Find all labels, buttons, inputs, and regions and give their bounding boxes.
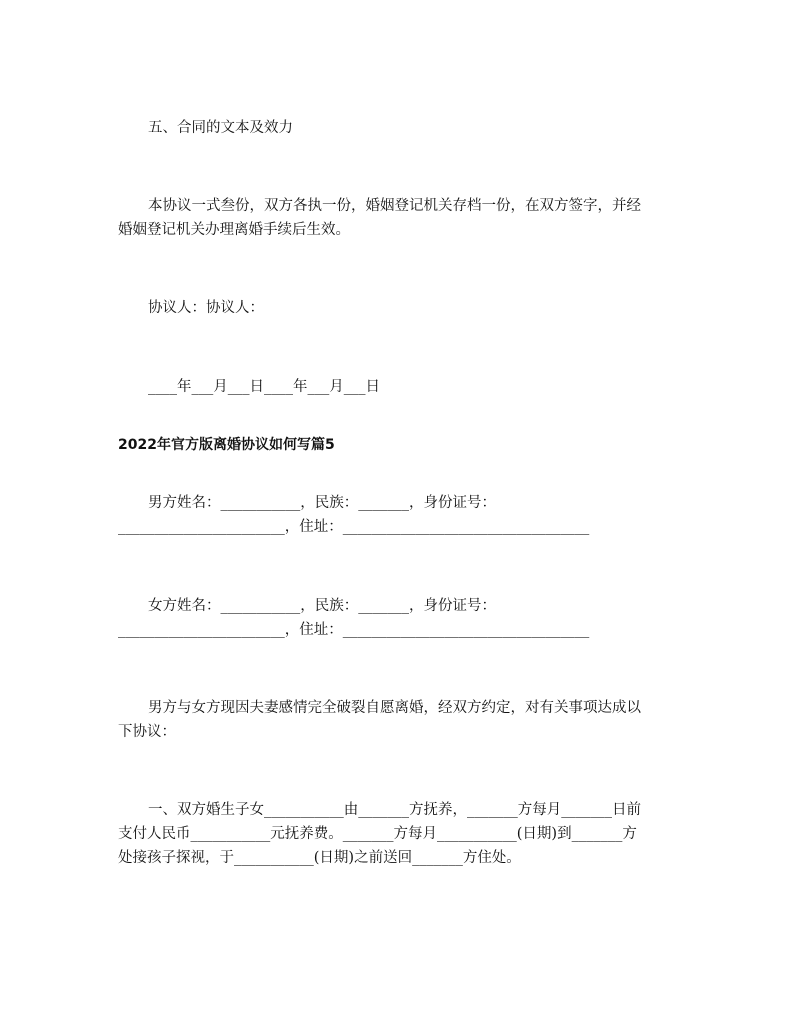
signatories-line: 协议人：协议人： — [148, 300, 264, 316]
female-info-line-1: 女方姓名：___________，民族：_______，身份证号： — [148, 598, 496, 614]
male-info-line-1: 男方姓名：___________，民族：_______，身份证号： — [148, 495, 496, 511]
female-info-line-2: _______________________，住址：__________________________________ — [118, 622, 590, 638]
clause-one-line-3: 处接孩子探视，于___________(日期)之前送回_______方住处。 — [118, 850, 521, 866]
paragraph-copies-line-1: 本协议一式叁份，双方各执一份，婚姻登记机关存档一份，在双方签字，并经 — [148, 198, 641, 214]
article-title: 2022年官方版离婚协议如何写篇5 — [118, 437, 335, 453]
male-info-line-2: _______________________，住址：__________________________________ — [118, 519, 590, 535]
date-line: ____年___月___日____年___月___日 — [148, 379, 380, 395]
clause-one-line-1: 一、双方婚生子女___________由_______方抚养，_______方每月_______日前 — [148, 802, 641, 818]
paragraph-copies-line-2: 婚姻登记机关办理离婚手续后生效。 — [118, 222, 350, 238]
section-heading-five: 五、合同的文本及效力 — [148, 120, 293, 136]
agreement-intro-line-1: 男方与女方现因夫妻感情完全破裂自愿离婚，经双方约定，对有关事项达成以 — [148, 700, 641, 716]
agreement-intro-line-2: 下协议： — [118, 724, 176, 740]
clause-one-line-2: 支付人民币___________元抚养费。_______方每月___________(日期)到_______方 — [118, 826, 637, 842]
